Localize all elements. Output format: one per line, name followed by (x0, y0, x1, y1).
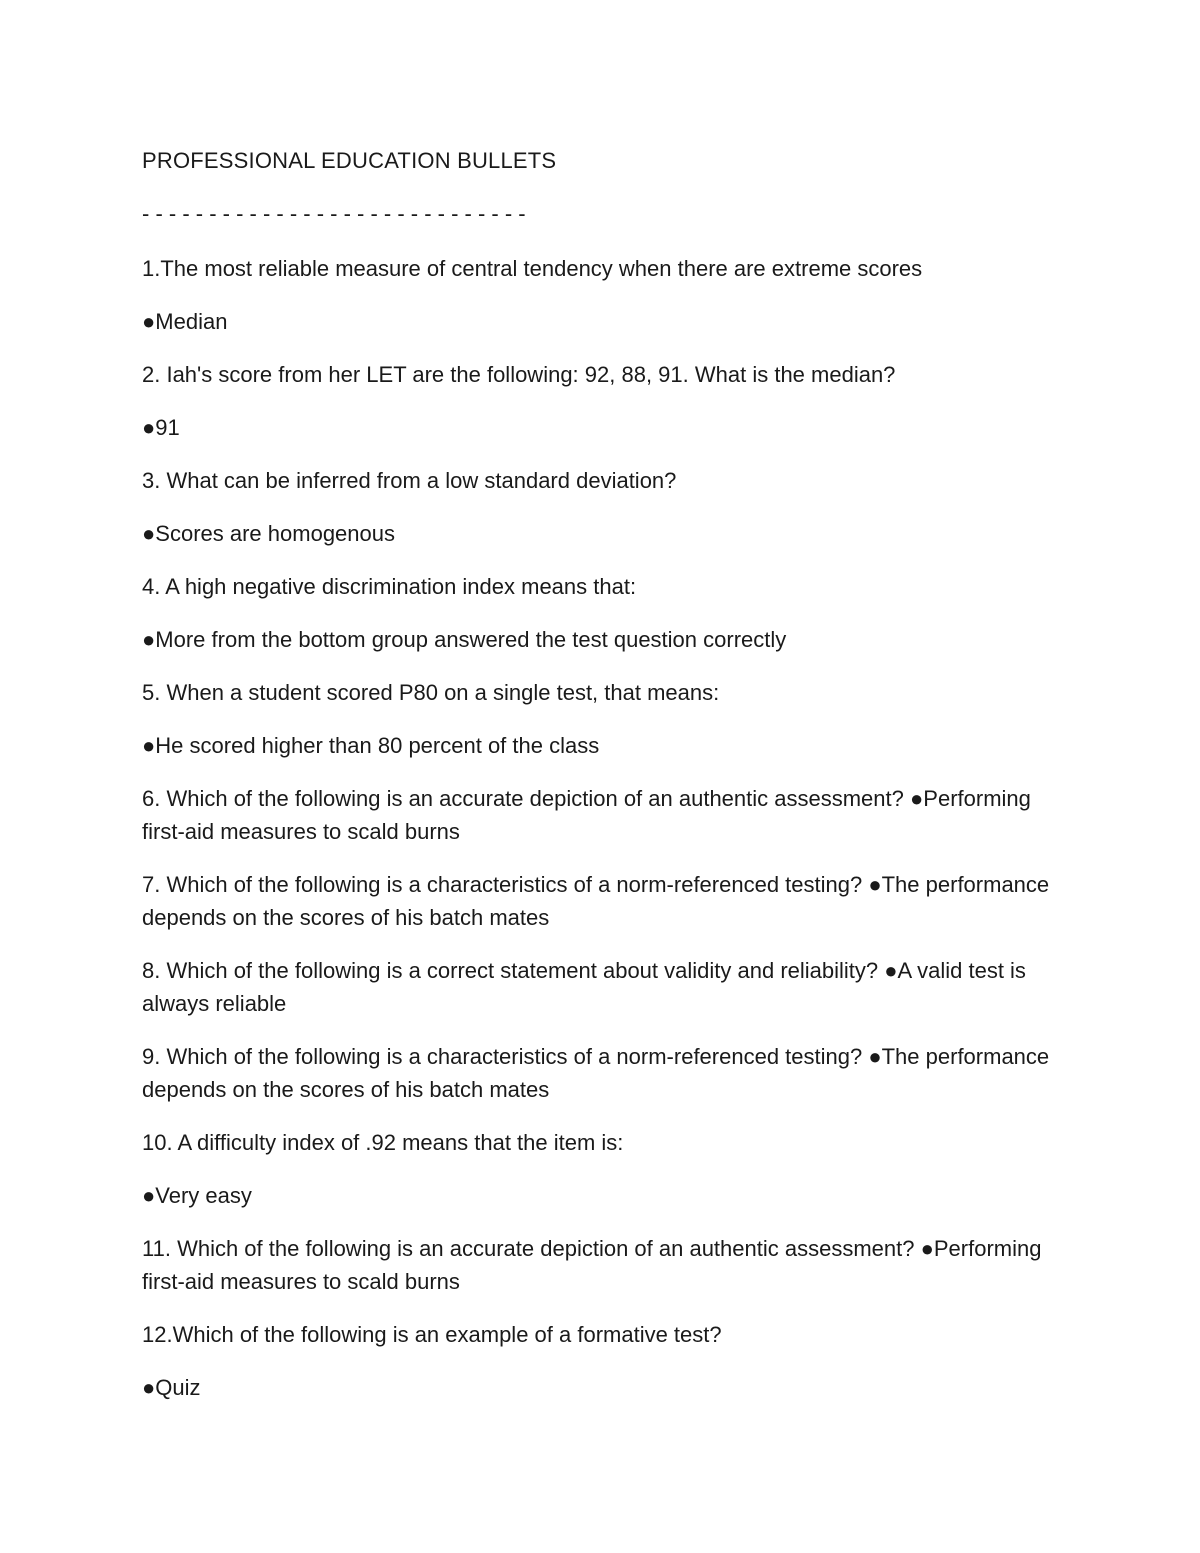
answer-3: ●Scores are homogenous (142, 521, 395, 546)
answer-10: ●Very easy (142, 1183, 252, 1208)
question-10: 10. A difficulty index of .92 means that the item is: (142, 1130, 624, 1155)
question-6: 6. Which of the following is an accurate depiction of an authentic assessment? ●Performing first-aid measures to scald burns (142, 786, 1031, 844)
question-3: 3. What can be inferred from a low standard deviation? (142, 468, 677, 493)
question-8: 8. Which of the following is a correct statement about validity and reliability? ●A valid test is always reliable (142, 958, 1026, 1016)
document-body (142, 144, 1062, 1424)
answer-5: ●He scored higher than 80 percent of the class (142, 733, 600, 758)
question-11: 11. Which of the following is an accurate depiction of an authentic assessment? ●Performing first-aid measures to scald burns (142, 1236, 1042, 1294)
answer-4: ●More from the bottom group answered the test question correctly (142, 627, 787, 652)
question-4: 4. A high negative discrimination index means that: (142, 574, 637, 599)
answer-12: ●Quiz (142, 1375, 201, 1400)
question-7: 7. Which of the following is a characteristics of a norm-referenced testing? ●The performance depends on the scores of his batch mates (142, 872, 1050, 930)
answer-1: ●Median (142, 309, 228, 334)
question-5: 5. When a student scored P80 on a single test, that means: (142, 680, 720, 705)
question-1: 1.The most reliable measure of central tendency when there are extreme scores (142, 256, 923, 281)
question-9: 9. Which of the following is a characteristics of a norm-referenced testing? ●The performance depends on the scores of his batch mates (142, 1044, 1050, 1102)
question-2: 2. Iah's score from her LET are the following: 92, 88, 91. What is the median? (142, 362, 896, 387)
question-12: 12.Which of the following is an example of a formative test? (142, 1322, 722, 1347)
answer-2: ●91 (142, 415, 180, 440)
document-title: PROFESSIONAL EDUCATION BULLETS (142, 148, 557, 173)
separator-line: - - - - - - - - - - - - - - - - - - - - - - - - - - - - - (142, 201, 526, 226)
